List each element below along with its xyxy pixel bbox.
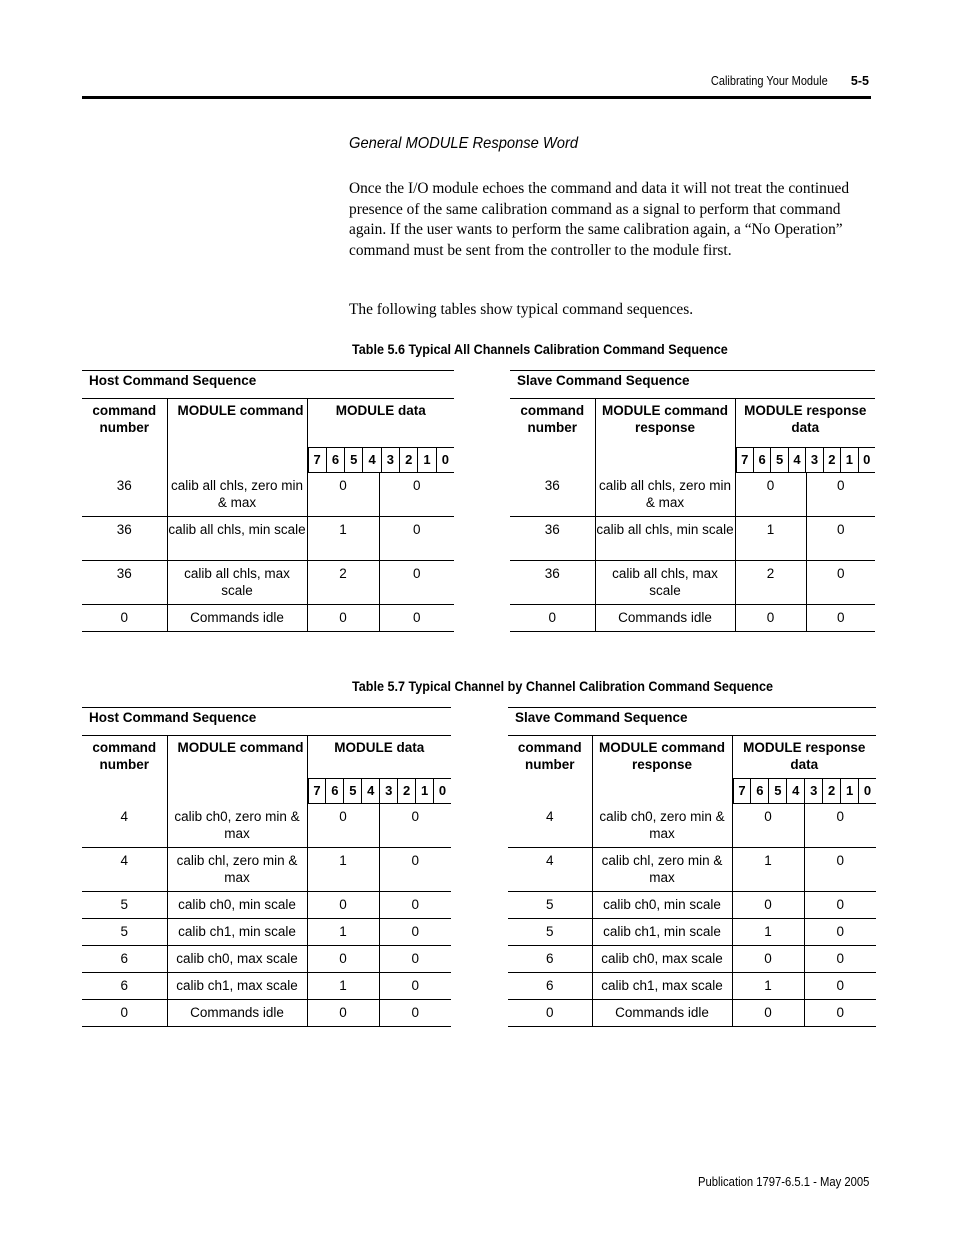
cell-data-low: 0 <box>379 561 454 605</box>
cell-data-low: 0 <box>804 919 876 946</box>
cell-data-high: 1 <box>307 517 379 561</box>
cell-data-low: 0 <box>379 1000 451 1027</box>
table-row <box>82 1000 451 1027</box>
header-rule <box>82 96 871 99</box>
col-command-number: command number <box>508 736 592 804</box>
bit-label: 2 <box>823 779 841 803</box>
bit-header <box>307 448 454 473</box>
bit-header <box>735 448 875 473</box>
cell-data-high: 1 <box>307 973 379 1000</box>
table-5-6-host <box>82 370 454 632</box>
cell-data-low: 0 <box>379 946 451 973</box>
bit-label: 6 <box>327 448 345 472</box>
table-row <box>508 848 876 892</box>
cell-data-low: 0 <box>804 1000 876 1027</box>
col-module-command-response: MODULE command response <box>592 736 732 804</box>
cell-data-high: 0 <box>732 946 804 973</box>
bit-label: 4 <box>787 779 805 803</box>
cell-command-number: 0 <box>508 1000 592 1027</box>
table-5-6-slave <box>510 370 875 632</box>
bit-label: 1 <box>841 779 859 803</box>
bit-label: 0 <box>863 783 872 798</box>
cell-data-high: 1 <box>732 919 804 946</box>
cell-data-low: 0 <box>379 919 451 946</box>
cell-data-high: 0 <box>732 1000 804 1027</box>
cell-command-number: 6 <box>508 946 592 973</box>
cell-module-command: calib ch0, min scale <box>592 892 732 919</box>
cell-module-command: calib ch0, min scale <box>167 892 307 919</box>
cell-command-number: 6 <box>508 973 592 1000</box>
bit-label: 7 <box>308 448 327 472</box>
cell-module-command: calib ch0, max scale <box>592 946 732 973</box>
cell-data-high: 1 <box>735 517 806 561</box>
bit-label: 6 <box>326 779 344 803</box>
cell-data-low: 0 <box>804 848 876 892</box>
bit-label: 4 <box>363 448 381 472</box>
table-5-7-caption: Table 5.7 Typical Channel by Channel Calibration Command Sequence <box>352 678 774 694</box>
table-row <box>508 1000 876 1027</box>
cell-command-number: 0 <box>82 1000 167 1027</box>
cell-command-number: 6 <box>82 973 167 1000</box>
bit-label: 3 <box>380 779 398 803</box>
table-row <box>510 517 875 561</box>
col-module-response-data: MODULE response data <box>743 740 866 772</box>
cell-data-high: 1 <box>307 919 379 946</box>
cell-command-number: 36 <box>82 561 167 605</box>
cell-data-low: 0 <box>806 473 875 517</box>
table-row <box>508 946 876 973</box>
table-row <box>82 973 451 1000</box>
table-5-7-host <box>82 707 451 1027</box>
cell-module-command: calib all chls, max scale <box>167 561 307 605</box>
cell-data-high: 0 <box>307 946 379 973</box>
cell-command-number: 36 <box>510 517 595 561</box>
table-row <box>82 517 454 561</box>
table-5-6-caption: Table 5.6 Typical All Channels Calibration Command Sequence <box>352 341 728 357</box>
bit-label: 5 <box>344 779 362 803</box>
bit-label: 2 <box>398 779 416 803</box>
col-module-command: MODULE command <box>167 399 307 473</box>
cell-data-low: 0 <box>379 973 451 1000</box>
cell-command-number: 36 <box>510 561 595 605</box>
cell-data-low: 0 <box>806 605 875 632</box>
cell-command-number: 36 <box>82 517 167 561</box>
bit-label: 2 <box>824 448 841 472</box>
table-row <box>82 605 454 632</box>
bit-label: 3 <box>805 779 823 803</box>
cell-data-high: 2 <box>735 561 806 605</box>
cell-module-command: calib ch1, min scale <box>592 919 732 946</box>
cell-command-number: 4 <box>508 848 592 892</box>
col-module-response-data: MODULE response data <box>744 403 867 435</box>
cell-module-command: calib ch0, zero min & max <box>167 804 307 848</box>
cell-module-command: calib all chls, zero min & max <box>595 473 735 517</box>
table-row <box>508 892 876 919</box>
cell-data-high: 1 <box>732 973 804 1000</box>
cell-module-command: calib ch0, max scale <box>167 946 307 973</box>
bit-label: 0 <box>441 452 449 467</box>
cell-data-high: 2 <box>307 561 379 605</box>
col-module-command: MODULE command <box>167 736 307 804</box>
table-row <box>82 892 451 919</box>
cell-data-high: 0 <box>732 804 804 848</box>
bit-label: 4 <box>362 779 380 803</box>
table-row <box>82 946 451 973</box>
cell-data-low: 0 <box>379 473 454 517</box>
bit-label: 3 <box>382 448 400 472</box>
col-module-command-response: MODULE command response <box>595 399 735 473</box>
cell-command-number: 4 <box>508 804 592 848</box>
bit-label: 1 <box>416 779 434 803</box>
table-row <box>82 919 451 946</box>
bit-label: 0 <box>863 452 871 467</box>
cell-command-number: 36 <box>82 473 167 517</box>
body-paragraph-2: The following tables show typical command sequences. <box>349 301 694 318</box>
bit-label: 2 <box>400 448 418 472</box>
table-row <box>508 804 876 848</box>
page-number: 5-5 <box>850 74 869 88</box>
bit-label: 7 <box>308 779 327 803</box>
cell-data-low: 0 <box>379 804 451 848</box>
cell-command-number: 0 <box>510 605 595 632</box>
cell-data-low: 0 <box>379 605 454 632</box>
bit-header <box>732 779 876 804</box>
cell-module-command: calib ch0, zero min & max <box>592 804 732 848</box>
cell-data-high: 0 <box>307 804 379 848</box>
table-row <box>510 473 875 517</box>
col-module-data: MODULE data <box>334 740 425 755</box>
bit-header <box>307 779 451 804</box>
cell-data-high: 0 <box>732 892 804 919</box>
bit-label: 7 <box>736 448 754 472</box>
cell-command-number: 5 <box>82 919 167 946</box>
cell-module-command: calib ch1, max scale <box>167 973 307 1000</box>
cell-data-low: 0 <box>804 804 876 848</box>
running-header-section: Calibrating Your Module <box>711 74 828 88</box>
cell-data-low: 0 <box>806 517 875 561</box>
cell-module-command: calib all chls, zero min & max <box>167 473 307 517</box>
table-row <box>508 919 876 946</box>
cell-data-low: 0 <box>804 946 876 973</box>
cell-data-high: 0 <box>307 1000 379 1027</box>
cell-command-number: 5 <box>82 892 167 919</box>
table-row <box>510 605 875 632</box>
col-module-data: MODULE data <box>335 403 426 418</box>
bit-label: 1 <box>841 448 858 472</box>
cell-data-high: 0 <box>307 605 379 632</box>
cell-data-high: 0 <box>307 892 379 919</box>
bit-label: 6 <box>754 448 771 472</box>
table-row <box>82 561 454 605</box>
cell-command-number: 6 <box>82 946 167 973</box>
cell-module-command: calib all chls, min scale <box>167 517 307 561</box>
table-row <box>82 473 454 517</box>
table-row <box>82 804 451 848</box>
cell-data-low: 0 <box>379 517 454 561</box>
cell-data-low: 0 <box>804 973 876 1000</box>
host-sequence-title: Host Command Sequence <box>82 371 454 399</box>
body-paragraph-1: Once the I/O module echoes the command and data it will not treat the continued presence of the same calibration command as a signal to perform that command again. If the user wants to perform the same calibration again, a “No Operation” command must be sent from the controller to the module first. <box>349 180 850 259</box>
cell-data-low: 0 <box>804 892 876 919</box>
cell-module-command: calib all chls, min scale <box>595 517 735 561</box>
bit-label: 0 <box>438 783 447 798</box>
publication-footer: Publication 1797-6.5.1 - May 2005 <box>697 1175 869 1189</box>
slave-sequence-title: Slave Command Sequence <box>510 371 875 399</box>
cell-data-low: 0 <box>379 848 451 892</box>
bit-label: 7 <box>733 779 752 803</box>
cell-command-number: 5 <box>508 919 592 946</box>
table-5-7-slave <box>508 707 876 1027</box>
table-row <box>508 973 876 1000</box>
cell-data-high: 0 <box>735 605 806 632</box>
cell-command-number: 5 <box>508 892 592 919</box>
cell-module-command: Commands idle <box>167 605 307 632</box>
cell-module-command: calib ch1, max scale <box>592 973 732 1000</box>
bit-label: 4 <box>789 448 806 472</box>
cell-data-low: 0 <box>379 892 451 919</box>
cell-module-command: Commands idle <box>595 605 735 632</box>
cell-module-command: calib chl, zero min & max <box>167 848 307 892</box>
cell-module-command: Commands idle <box>167 1000 307 1027</box>
table-row <box>82 848 451 892</box>
cell-command-number: 4 <box>82 848 167 892</box>
section-title: General MODULE Response Word <box>349 135 579 152</box>
bit-label: 5 <box>345 448 363 472</box>
host-sequence-title: Host Command Sequence <box>82 708 451 736</box>
cell-command-number: 4 <box>82 804 167 848</box>
bit-label: 5 <box>771 448 788 472</box>
cell-module-command: Commands idle <box>592 1000 732 1027</box>
cell-module-command: calib ch1, min scale <box>167 919 307 946</box>
cell-data-low: 0 <box>806 561 875 605</box>
slave-sequence-title: Slave Command Sequence <box>508 708 876 736</box>
cell-data-high: 0 <box>735 473 806 517</box>
cell-module-command: calib all chls, max scale <box>595 561 735 605</box>
cell-data-high: 0 <box>307 473 379 517</box>
col-command-number: command number <box>510 399 595 473</box>
bit-label: 1 <box>418 448 436 472</box>
cell-module-command: calib chl, zero min & max <box>592 848 732 892</box>
col-command-number: command number <box>82 736 167 804</box>
bit-label: 3 <box>806 448 823 472</box>
cell-data-high: 1 <box>307 848 379 892</box>
cell-command-number: 36 <box>510 473 595 517</box>
cell-command-number: 0 <box>82 605 167 632</box>
bit-label: 5 <box>769 779 787 803</box>
table-row <box>510 561 875 605</box>
col-command-number: command number <box>82 399 167 473</box>
cell-data-high: 1 <box>732 848 804 892</box>
bit-label: 6 <box>751 779 769 803</box>
